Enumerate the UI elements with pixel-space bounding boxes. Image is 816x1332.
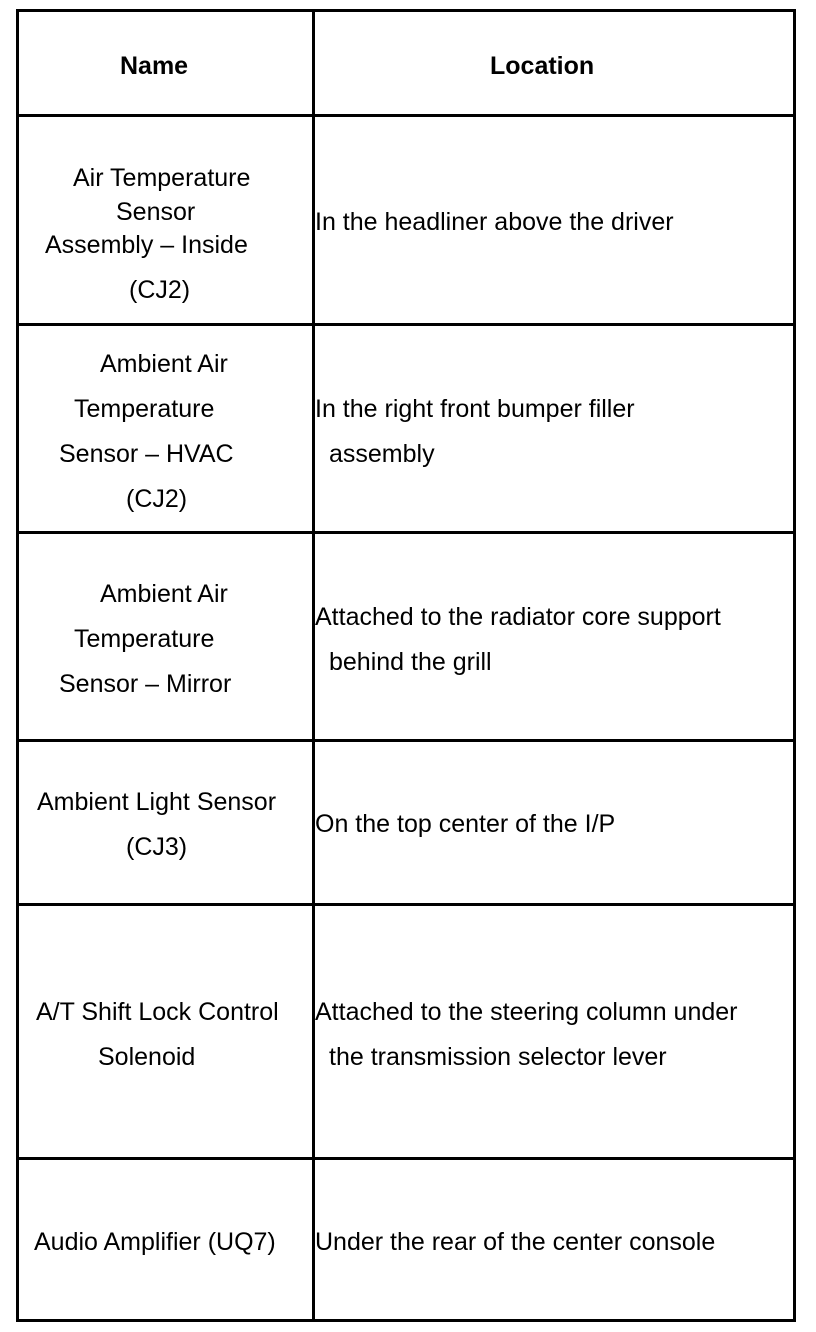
- row-name-line: Temperature: [74, 625, 215, 653]
- data-table: [16, 9, 796, 1322]
- row-location-line: Attached to the radiator core support: [315, 603, 721, 631]
- row-location-line: the transmission selector lever: [329, 1043, 667, 1071]
- table-row-location-cell: [315, 742, 793, 903]
- row-name-line: Ambient Air: [100, 580, 228, 608]
- header-location: Location: [490, 52, 595, 80]
- row-name-line: Assembly – Inside: [45, 231, 248, 259]
- header-location-cell: [315, 12, 793, 114]
- row-location-line: behind the grill: [329, 648, 492, 676]
- row-name-line: Audio Amplifier (UQ7): [34, 1228, 276, 1256]
- row-location-line: assembly: [329, 440, 435, 468]
- row-location-line: In the headliner above the driver: [315, 208, 674, 236]
- row-name-line: A/T Shift Lock Control: [36, 998, 279, 1026]
- table-row-location-cell: [315, 117, 793, 323]
- table-row-name-cell: [19, 742, 312, 903]
- row-name-line: (CJ3): [126, 833, 188, 861]
- table-row-name-cell: [19, 534, 312, 739]
- row-location-line: In the right front bumper filler: [315, 395, 635, 423]
- row-location-line: Under the rear of the center console: [315, 1228, 716, 1256]
- row-name-line: Sensor – Mirror: [59, 670, 232, 698]
- table-row-name-cell: [19, 1160, 312, 1319]
- row-location-line: On the top center of the I/P: [315, 810, 616, 838]
- row-name-line: Temperature: [74, 395, 215, 423]
- header-name-cell: [19, 12, 312, 114]
- header-name: Name: [120, 52, 189, 80]
- row-name-line: Ambient Air: [100, 350, 228, 378]
- row-name-line: Solenoid: [98, 1043, 196, 1071]
- row-name-line: Sensor – HVAC: [59, 440, 234, 468]
- table-row-name-cell: [19, 117, 312, 323]
- row-location-line: Attached to the steering column under: [315, 998, 738, 1026]
- table-row-location-cell: [315, 326, 793, 531]
- table-row-name-cell: [19, 906, 312, 1157]
- row-name-line: Ambient Light Sensor: [37, 788, 277, 816]
- row-name-line: Sensor: [116, 198, 196, 226]
- row-name-line: (CJ2): [126, 485, 188, 513]
- table-row-location-cell: [315, 1160, 793, 1319]
- row-name-line: (CJ2): [129, 276, 191, 304]
- table-row-name-cell: [19, 326, 312, 531]
- table-row-location-cell: [315, 906, 793, 1157]
- row-name-line: Air Temperature: [73, 164, 251, 192]
- table-row-location-cell: [315, 534, 793, 739]
